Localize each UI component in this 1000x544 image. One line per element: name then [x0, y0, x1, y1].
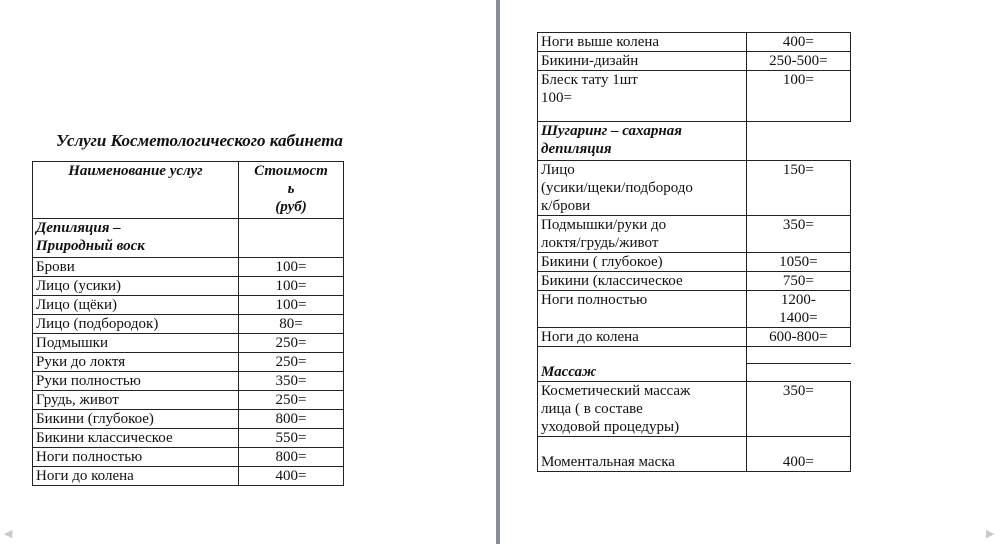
table-row [538, 382, 851, 437]
service-price: 100= [238, 258, 343, 277]
table-row [33, 296, 344, 315]
table-row [538, 216, 851, 253]
section-title-wax: Депиляция – Природный воск [33, 219, 239, 258]
table-row [33, 353, 344, 372]
table-row [33, 410, 344, 429]
table-row [33, 467, 344, 486]
service-price: 100= [746, 71, 850, 122]
header-price: Стоимост ь (руб) [254, 163, 328, 215]
service-price: 350= [746, 382, 850, 437]
header-price-cell [238, 162, 343, 219]
service-price: 400= [746, 437, 850, 472]
section-row [538, 363, 851, 382]
service-name: Ноги полностью [33, 448, 239, 467]
service-name: Подмышки [33, 334, 239, 353]
spacer-row [538, 347, 851, 364]
section-title-sugaring: Шугаринг – сахарная депиляция [538, 122, 747, 161]
service-price: 1200- 1400= [746, 291, 850, 328]
service-name: Брови [33, 258, 239, 277]
service-price: 400= [238, 467, 343, 486]
service-name: Ноги до колена [538, 328, 747, 347]
service-price: 100= [238, 296, 343, 315]
service-price: 400= [746, 33, 850, 52]
prev-page-icon[interactable]: ◀ [4, 528, 13, 540]
service-price: 250= [238, 391, 343, 410]
section-empty-cell [746, 363, 850, 382]
header-name: Наименование услуг [68, 163, 203, 179]
service-name: Бикини классическое [33, 429, 239, 448]
spacer-cell [538, 347, 747, 364]
service-price: 250-500= [746, 52, 850, 71]
service-name: Лицо (щёки) [33, 296, 239, 315]
service-name: Косметический массаж лица ( в составе уходовой процедуры) [538, 382, 747, 437]
table-row [33, 448, 344, 467]
document-title: Услуги Косметологического кабинета [56, 131, 343, 150]
service-price: 1050= [746, 253, 850, 272]
spacer-cell [538, 107, 747, 122]
service-price: 800= [238, 410, 343, 429]
service-name: Лицо (усики) [33, 277, 239, 296]
table-row [538, 71, 851, 108]
service-price: 250= [238, 353, 343, 372]
services-table-right [537, 32, 851, 472]
table-row [538, 328, 851, 347]
service-price: 800= [238, 448, 343, 467]
service-name: Подмышки/руки до локтя/грудь/живот [538, 216, 747, 253]
service-name: Руки полностью [33, 372, 239, 391]
service-price: 550= [238, 429, 343, 448]
table-row [33, 391, 344, 410]
service-price: 100= [238, 277, 343, 296]
service-name: Ноги до колена [33, 467, 239, 486]
table-row [538, 161, 851, 216]
section-title-massage: Массаж [538, 363, 747, 382]
service-price: 350= [238, 372, 343, 391]
services-table-left [32, 161, 344, 486]
table-row [538, 253, 851, 272]
service-price: 150= [746, 161, 850, 216]
table-header-row [33, 162, 344, 219]
table-row [538, 291, 851, 328]
service-name: Руки до локтя [33, 353, 239, 372]
service-name: Блеск тату 1шт 100= [538, 71, 747, 108]
service-price: 750= [746, 272, 850, 291]
service-name: Моментальная маска [538, 437, 747, 472]
table-row [33, 372, 344, 391]
section-row [33, 219, 344, 258]
table-row [538, 437, 851, 472]
table-row [538, 52, 851, 71]
table-row [33, 429, 344, 448]
table-row [33, 334, 344, 353]
page-divider [496, 0, 500, 544]
table-row [538, 272, 851, 291]
service-name: Грудь, живот [33, 391, 239, 410]
service-name: Лицо (подбородок) [33, 315, 239, 334]
service-name: Бикини ( глубокое) [538, 253, 747, 272]
service-name: Ноги полностью [538, 291, 747, 328]
next-page-icon[interactable]: ▶ [986, 528, 995, 540]
service-name: Бикини (классическое [538, 272, 747, 291]
spacer-cell [746, 347, 850, 364]
service-price: 350= [746, 216, 850, 253]
section-empty-cell [746, 122, 850, 161]
table-row [33, 315, 344, 334]
service-name: Лицо (усики/щеки/подбородо к/брови [538, 161, 747, 216]
table-row [33, 258, 344, 277]
section-row [538, 122, 851, 161]
service-price: 80= [238, 315, 343, 334]
service-name: Ноги выше колена [538, 33, 747, 52]
table-row [33, 277, 344, 296]
service-price: 250= [238, 334, 343, 353]
service-name: Бикини-дизайн [538, 52, 747, 71]
table-row [538, 33, 851, 52]
service-price: 600-800= [746, 328, 850, 347]
header-name-cell [33, 162, 239, 219]
service-name: Бикини (глубокое) [33, 410, 239, 429]
section-empty-cell [238, 219, 343, 258]
